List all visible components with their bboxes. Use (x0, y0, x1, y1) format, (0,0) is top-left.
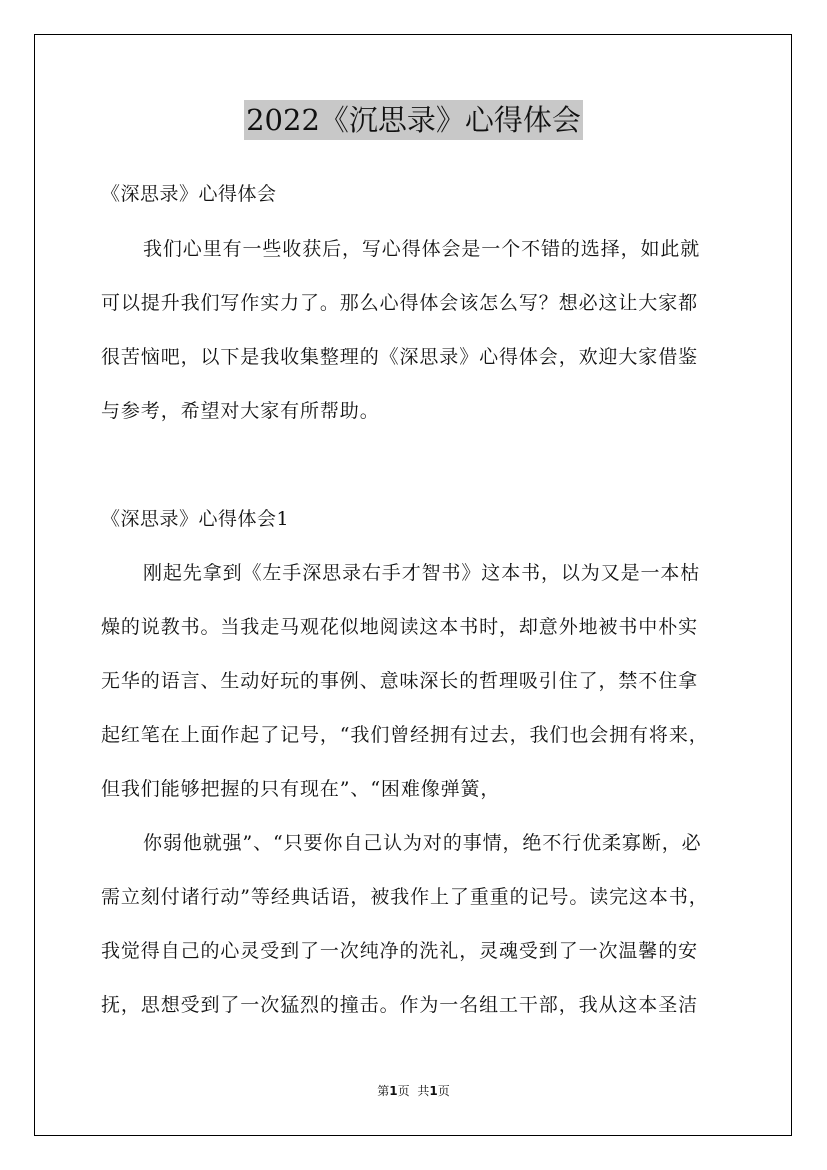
footer-total-suffix: 页 (437, 1084, 450, 1098)
document-title: 2022《沉思录》心得体会 (244, 100, 583, 140)
para1-line-1: 刚起先拿到《左手深思录右手才智书》这本书，以为又是一本枯 (143, 562, 701, 584)
page-footer (0, 1083, 827, 1099)
subtitle: 《深思录》心得体会 (101, 183, 277, 205)
section-heading: 《深思录》心得体会1 (101, 508, 290, 530)
para2-line-1: 你弱他就强”、“只要你自己认为对的事情，绝不行优柔寡断，必 (143, 832, 702, 854)
para2-line-3: 我觉得自己的心灵受到了一次纯净的洗礼，灵魂受到了一次温馨的安 (101, 940, 699, 962)
footer-page-number: 1 (389, 1084, 398, 1098)
footer-total-pages: 1 (429, 1084, 438, 1098)
para1-line-5: 但我们能够把握的只有现在”、“困难像弹簧， (101, 778, 501, 800)
para2-line-2: 需立刻付诸行动”等经典话语，被我作上了重重的记号。读完这本书， (101, 886, 709, 908)
intro-line-3: 很苦恼吧，以下是我收集整理的《深思录》心得体会，欢迎大家借鉴 (101, 346, 699, 368)
footer-total-prefix: 共 (417, 1084, 430, 1098)
para1-line-4: 起红笔在上面作起了记号，“我们曾经拥有过去，我们也会拥有将来， (101, 724, 709, 746)
footer-prefix: 第 (377, 1084, 390, 1098)
footer-page-suffix: 页 (397, 1084, 410, 1098)
para1-line-2: 燥的说教书。当我走马观花似地阅读这本书时，却意外地被书中朴实 (101, 616, 699, 638)
intro-line-2: 可以提升我们写作实力了。那么心得体会该怎么写？想必这让大家都 (101, 292, 699, 314)
intro-line-4: 与参考，希望对大家有所帮助。 (101, 400, 380, 422)
para2-line-4: 抚，思想受到了一次猛烈的撞击。作为一名组工干部，我从这本圣洁 (101, 994, 699, 1016)
intro-line-1: 我们心里有一些收获后，写心得体会是一个不错的选择，如此就 (143, 238, 701, 260)
para1-line-3: 无华的语言、生动好玩的事例、意味深长的哲理吸引住了，禁不住拿 (101, 670, 699, 692)
title-container (0, 100, 827, 140)
